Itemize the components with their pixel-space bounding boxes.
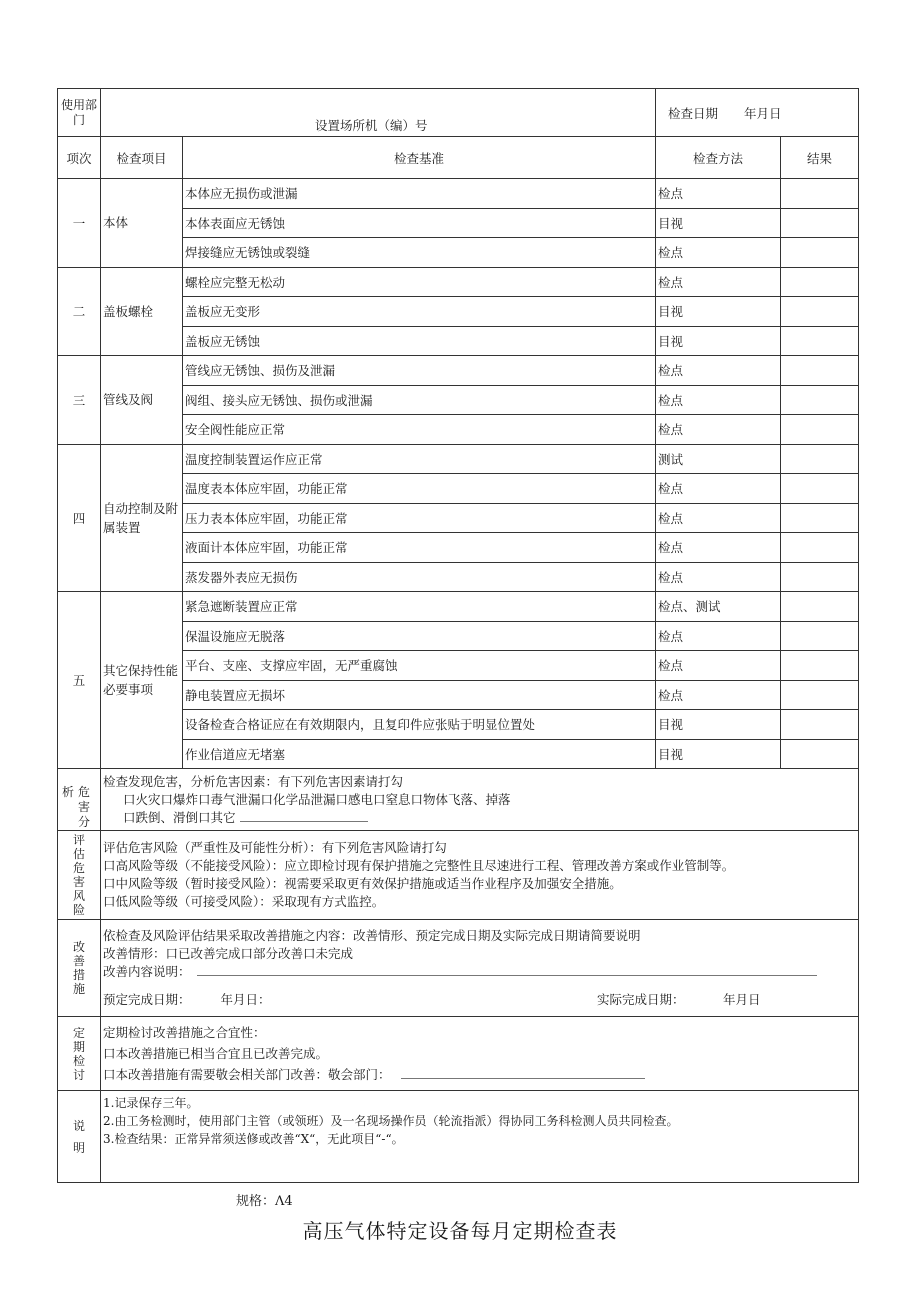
method-cell: 检点	[656, 562, 781, 592]
risk-line-1: 评估危害风险（严重性及可能性分析）：有下列危害风险请打勾	[103, 840, 447, 855]
standard-cell: 作业信道应无堵塞	[183, 739, 656, 769]
periodic-line-2[interactable]: 口本改善措施已相当合宜且已改善完成。	[103, 1046, 329, 1061]
standard-cell: 螺栓应完整无松动	[183, 267, 656, 297]
improve-line-3: 改善内容说明：	[103, 964, 191, 979]
standard-cell: 本体表面应无锈蚀	[183, 208, 656, 238]
risk-line-2[interactable]: 口高风险等级（不能接受风险）：应立即检讨现有保护措施之完整性且尽速进行工程、管理改善方案或作业管制等。	[103, 858, 735, 873]
improve-label: 改善措施	[72, 940, 85, 996]
result-cell[interactable]	[781, 621, 859, 651]
hazard-line-1: 检查发现危害，分析危害因素：有下列危害因素请打勾	[103, 773, 404, 789]
periodic-dept-blank[interactable]	[401, 1066, 645, 1079]
improve-content[interactable]	[101, 920, 859, 1017]
notes-line-1: 1.记录保存三年。	[103, 1096, 199, 1110]
result-cell[interactable]	[781, 356, 859, 386]
method-cell: 检点	[656, 238, 781, 268]
notes-line-2: 2.由工务检测时，使用部门主管（或领班）及一名现场操作员（轮流指派）得协同工务科检测人员共同检查。	[103, 1114, 679, 1128]
standard-cell: 温度表本体应牢固，功能正常	[183, 474, 656, 504]
document-title: 高压气体特定设备每月定期检查表	[302, 1219, 618, 1243]
notes-content	[101, 1091, 859, 1183]
result-cell[interactable]	[781, 267, 859, 297]
table-row	[58, 444, 859, 474]
inspection-form	[57, 88, 859, 1183]
location-cell[interactable]	[101, 89, 656, 137]
actual-date[interactable]: 年月日	[723, 992, 761, 1007]
group-item: 本体	[101, 179, 183, 268]
risk-line-4[interactable]: 口低风险等级（可接受风险）：采取现有方式监控。	[103, 894, 385, 909]
col-method: 检查方法	[656, 137, 781, 179]
planned-date[interactable]: 年月日：	[220, 992, 271, 1007]
method-cell: 目视	[656, 326, 781, 356]
method-cell: 检点	[656, 415, 781, 445]
table-row	[58, 179, 859, 209]
col-seq: 项次	[58, 137, 101, 179]
standard-cell: 压力表本体应牢固，功能正常	[183, 503, 656, 533]
hazard-label	[58, 769, 101, 831]
method-cell: 检点、测试	[656, 592, 781, 622]
location-label: 设置场所机（编）号	[315, 118, 428, 133]
planned-date-label: 预定完成日期：	[103, 992, 191, 1007]
periodic-section	[58, 1017, 859, 1091]
hazard-section	[58, 769, 859, 831]
method-cell: 检点	[656, 474, 781, 504]
method-cell: 测试	[656, 444, 781, 474]
improve-label-cell	[58, 920, 101, 1017]
risk-section	[58, 831, 859, 920]
standard-cell: 温度控制装置运作应正常	[183, 444, 656, 474]
method-cell: 检点	[656, 503, 781, 533]
periodic-line-1: 定期检讨改善措施之合宜性：	[103, 1025, 266, 1040]
improve-content-blank[interactable]	[197, 963, 817, 976]
standard-cell: 设备检查合格证应在有效期限内，且复印件应张贴于明显位置处	[183, 710, 656, 740]
group-item: 自动控制及附属装置	[101, 444, 183, 592]
col-item: 检查项目	[101, 137, 183, 179]
periodic-content[interactable]	[101, 1017, 859, 1091]
standard-cell: 蒸发器外表应无损伤	[183, 562, 656, 592]
column-header-row	[58, 137, 859, 179]
risk-line-3[interactable]: 口中风险等级（暂时接受风险）：视需要采取更有效保护措施或适当作业程序及加强安全措施。	[103, 876, 622, 891]
method-cell: 检点	[656, 533, 781, 563]
method-cell: 检点	[656, 651, 781, 681]
group-seq: 五	[58, 592, 101, 769]
col-standard: 检查基准	[183, 137, 656, 179]
date-label: 检查日期	[668, 105, 719, 121]
standard-cell: 安全阀性能应正常	[183, 415, 656, 445]
standard-cell: 阀组、接头应无锈蚀、损伤或泄漏	[183, 385, 656, 415]
result-cell[interactable]	[781, 680, 859, 710]
date-format: 年月日	[744, 105, 782, 121]
result-cell[interactable]	[781, 385, 859, 415]
method-cell: 检点	[656, 621, 781, 651]
group-seq: 一	[58, 179, 101, 268]
risk-label: 评估危害风险	[72, 833, 85, 917]
hazard-other-blank[interactable]	[240, 809, 368, 822]
notes-line-3: 3.检查结果：正常异常须送修或改善“X“，无此项目“-“。	[103, 1132, 404, 1146]
table-row	[58, 267, 859, 297]
result-cell[interactable]	[781, 503, 859, 533]
risk-label-cell	[58, 831, 101, 920]
periodic-line-3[interactable]: 口本改善措施有需要敬会相关部门改善：敬会部门：	[103, 1067, 391, 1082]
standard-cell: 管线应无锈蚀、损伤及泄漏	[183, 356, 656, 386]
hazard-line-3[interactable]: 口跌倒、滑倒口其它	[123, 809, 236, 825]
method-cell: 检点	[656, 680, 781, 710]
result-cell[interactable]	[781, 444, 859, 474]
standard-cell: 平台、支座、支撑应牢固，无严重腐蚀	[183, 651, 656, 681]
hazard-label-a: 析	[62, 785, 75, 799]
risk-content[interactable]	[101, 831, 859, 920]
result-cell[interactable]	[781, 533, 859, 563]
table-row	[58, 356, 859, 386]
result-cell[interactable]	[781, 710, 859, 740]
standard-cell: 焊接缝应无锈蚀或裂缝	[183, 238, 656, 268]
spec-label: 规格：Λ4	[236, 1194, 293, 1209]
notes-label-cell	[58, 1091, 101, 1183]
dept-label: 使用部门	[58, 89, 101, 137]
group-seq: 四	[58, 444, 101, 592]
standard-cell: 紧急遮断装置应正常	[183, 592, 656, 622]
standard-cell: 保温设施应无脱落	[183, 621, 656, 651]
method-cell: 检点	[656, 385, 781, 415]
method-cell: 目视	[656, 739, 781, 769]
result-cell[interactable]	[781, 739, 859, 769]
improve-line-2[interactable]: 改善情形：口已改善完成口部分改善口未完成	[103, 946, 354, 961]
result-cell[interactable]	[781, 179, 859, 209]
hazard-label-b: 危害分	[78, 785, 91, 829]
group-item: 盖板螺栓	[101, 267, 183, 356]
standard-cell: 本体应无损伤或泄漏	[183, 179, 656, 209]
method-cell: 目视	[656, 297, 781, 327]
method-cell: 目视	[656, 208, 781, 238]
periodic-label-cell	[58, 1017, 101, 1091]
result-cell[interactable]	[781, 651, 859, 681]
method-cell: 检点	[656, 356, 781, 386]
result-cell[interactable]	[781, 208, 859, 238]
table-row	[58, 592, 859, 622]
standard-cell: 静电装置应无损坏	[183, 680, 656, 710]
hazard-content[interactable]	[101, 769, 859, 831]
group-item: 其它保持性能必要事项	[101, 592, 183, 769]
method-cell: 检点	[656, 179, 781, 209]
actual-date-label: 实际完成日期：	[597, 992, 685, 1007]
result-cell[interactable]	[781, 562, 859, 592]
result-cell[interactable]	[781, 238, 859, 268]
hazard-line-2[interactable]: 口火灾口爆炸口毒气泄漏口化学品泄漏口感电口窒息口物体飞落、掉落	[123, 791, 511, 807]
result-cell[interactable]	[781, 592, 859, 622]
notes-section	[58, 1091, 859, 1183]
standard-cell: 液面计本体应牢固，功能正常	[183, 533, 656, 563]
group-seq: 二	[58, 267, 101, 356]
method-cell: 目视	[656, 710, 781, 740]
col-result: 结果	[781, 137, 859, 179]
group-seq: 三	[58, 356, 101, 445]
method-cell: 检点	[656, 267, 781, 297]
notes-label: 说明	[72, 1118, 85, 1155]
improve-section	[58, 920, 859, 1017]
result-cell[interactable]	[781, 326, 859, 356]
date-cell[interactable]	[656, 89, 859, 137]
result-cell[interactable]	[781, 297, 859, 327]
result-cell[interactable]	[781, 415, 859, 445]
group-item: 管线及阀	[101, 356, 183, 445]
standard-cell: 盖板应无锈蚀	[183, 326, 656, 356]
result-cell[interactable]	[781, 474, 859, 504]
improve-line-1: 依检查及风险评估结果采取改善措施之内容：改善情形、预定完成日期及实际完成日期请简要说明	[103, 928, 641, 943]
periodic-label: 定期检讨	[72, 1025, 85, 1082]
standard-cell: 盖板应无变形	[183, 297, 656, 327]
